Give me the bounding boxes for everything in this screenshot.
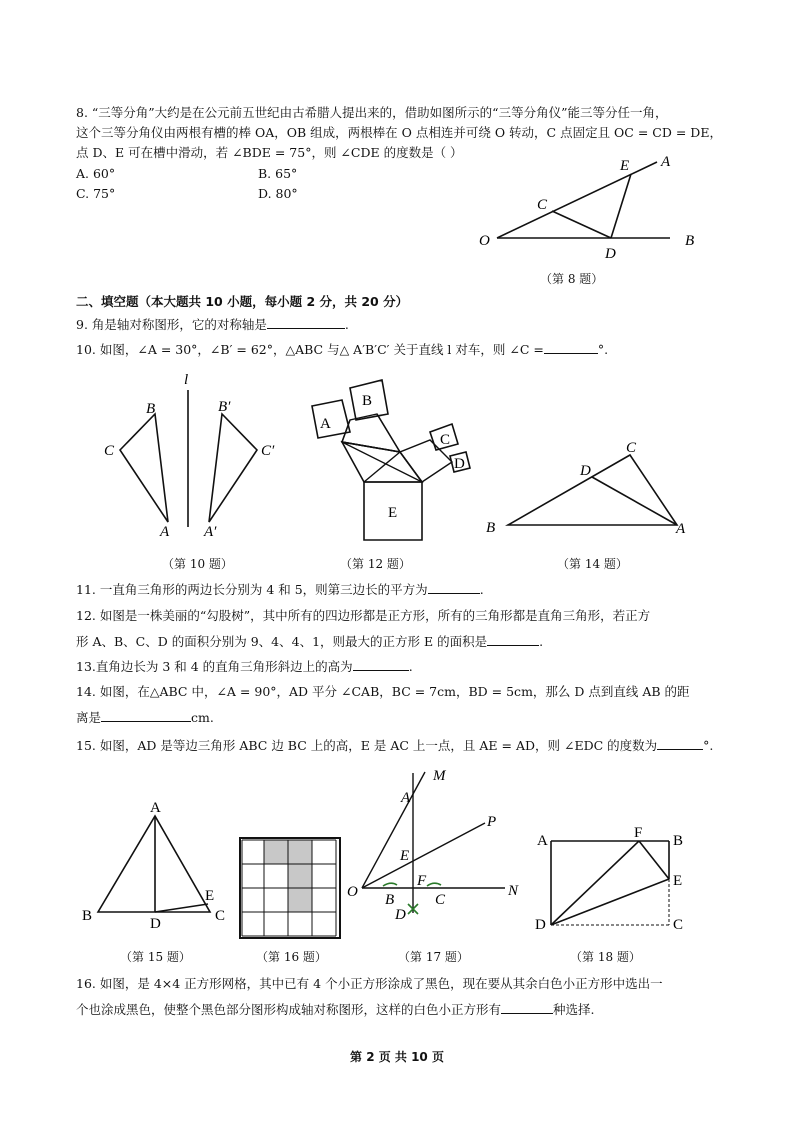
q9-end: . [344,317,349,332]
q8-line-3: 点 D、E 可在槽中滑动，若 ∠BDE = 75°，则 ∠CDE 的度数是（ ） [76,145,463,160]
q16-shaded-cell [264,840,288,864]
q17-label-f: F [417,873,427,889]
q15-label-c: C [215,908,226,924]
q18-label-c: C [673,917,684,933]
q10-label-c: C [104,443,115,459]
q8-option-d: D. 80° [258,186,298,201]
q18-label-a: A [537,833,548,849]
q11-end: . [479,582,484,597]
q12-line-1: 12. 如图是一株美丽的“勾股树”，其中所有的四边形都是正方形，所有的三角形都是直角三角形，若正方 [76,608,651,623]
q10-label-c-prime: C′ [261,443,275,459]
q15-label-a: A [150,800,161,816]
q8-line-1: 8. “三等分角”大约是在公元前五世纪由古希腊人提出来的，借助如图所示的“三等分角仪”能三等分任一角， [76,105,668,120]
q16-shaded-cell [288,888,312,912]
q15-answer-blank[interactable] [657,737,703,750]
q10-line [76,341,608,358]
q14-figure [480,435,700,545]
q12-answer-blank[interactable] [487,633,539,646]
q10-label-a: A [160,524,170,540]
q13-line [76,658,413,675]
q16-shaded-cell [288,864,312,888]
q14-text: 离是 [76,710,102,725]
q14-label-c: C [626,440,637,456]
q16-line-1: 16. 如图，是 4×4 正方形网格，其中已有 4 个小正方形涂成了黑色，现在要从其余白色小正方形中选出一 [76,976,663,991]
q14-answer-blank[interactable] [101,709,191,722]
q12-caption: （第 12 题） [340,557,411,571]
q15-figure [80,800,240,935]
q8-option-b: B. 65° [258,166,298,181]
q10-label-l: l [184,372,189,388]
q14-line-2 [76,709,214,726]
q15-text: 15. 如图，AD 是等边三角形 ABC 边 BC 上的高，E 是 AC 上一点，且 AE = AD，则 ∠EDC 的度数为 [76,738,658,753]
q8-option-a: A. 60° [76,166,116,181]
q14-label-d: D [580,463,591,479]
q16-grid-figure [240,838,350,948]
q10-end: °. [597,342,609,357]
q8-figure [475,150,715,260]
q8-label-a: A [661,154,671,170]
q14-end: cm. [191,710,214,725]
q12-label-b: B [362,393,373,409]
section-2-title: 二、填空题（本大题共 10 小题，每小题 2 分，共 20 分） [76,294,409,309]
q16-shaded-cell [288,840,312,864]
q12-text: 形 A、B、C、D 的面积分别为 9、4、4、1，则最大的正方形 E 的面积是 [76,634,488,649]
q12-label-e: E [388,505,398,521]
q14-label-b: B [486,520,496,536]
q17-label-d: D [395,907,406,923]
q10-label-a-prime: A′ [204,524,217,540]
q8-label-b: B [685,233,695,249]
q18-label-e: E [673,873,683,889]
q17-figure [345,768,525,938]
q18-caption: （第 18 题） [570,950,641,964]
q15-label-d: D [150,916,161,932]
q8-line-2: 这个三等分角仪由两根有槽的棒 OA，OB 组成，两根棒在 O 点相连并可绕 O 转动，C 点固定且 OC = CD = DE， [76,125,722,140]
q12-label-c: C [440,432,451,448]
q8-label-d: D [605,246,616,262]
q9-line [76,316,349,333]
q9-answer-blank[interactable] [267,316,345,329]
q12-label-a: A [320,416,331,432]
q10-label-b: B [146,401,156,417]
q12-label-d: D [454,456,465,472]
q16-text: 个也涂成黑色，使整个黑色部分图形构成轴对称图形，这样的白色小正方形有 [76,1002,502,1017]
q17-caption: （第 17 题） [398,950,469,964]
q15-end: °. [703,738,714,753]
q17-label-n: N [508,883,519,899]
q11-answer-blank[interactable] [428,581,480,594]
q10-answer-blank[interactable] [544,341,598,354]
q15-caption: （第 15 题） [120,950,191,964]
q16-line-2 [76,1001,595,1018]
q15-label-e: E [205,888,215,904]
q13-end: . [408,659,413,674]
q8-label-e: E [620,158,630,174]
q18-label-b: B [673,833,684,849]
q12-end: . [539,634,544,649]
q17-label-e: E [400,848,410,864]
q8-label-c: C [537,197,548,213]
q10-caption: （第 10 题） [162,557,233,571]
q10-label-b-prime: B′ [218,399,231,415]
q10-text: 10. 如图，∠A = 30°，∠B′ = 62°，△ABC 与△ A′B′C′ 关于直线 l 对车，则 ∠C = [76,342,544,357]
q16-end: 种选择. [553,1002,595,1017]
q12-figure [302,372,492,542]
q17-label-a: A [401,790,411,806]
q15-line [76,737,713,754]
q18-label-f: F [634,825,643,841]
q11-text: 11. 一直角三角形的两边长分别为 4 和 5，则第三边长的平方为 [76,582,428,597]
q14-line-1: 14. 如图，在△ABC 中，∠A = 90°，AD 平分 ∠CAB，BC = 7cm，BD = 5cm，那么 D 点到直线 AB 的距 [76,684,690,699]
q13-text: 13.直角边长为 3 和 4 的直角三角形斜边上的高为 [76,659,353,674]
q9-text: 9. 角是轴对称图形，它的对称轴是 [76,317,267,332]
page-footer: 第 2 页 共 10 页 [350,1050,444,1064]
q17-label-b: B [385,892,395,908]
q16-answer-blank[interactable] [501,1001,553,1014]
q11-line [76,581,484,598]
q14-label-a: A [676,521,686,537]
q13-answer-blank[interactable] [353,658,409,671]
q17-label-o: O [347,884,358,900]
q17-label-p: P [487,814,497,830]
q17-label-m: M [433,768,446,784]
q10-figure [100,372,300,552]
q12-line-2 [76,633,543,650]
q8-option-c: C. 75° [76,186,116,201]
q16-caption: （第 16 题） [256,950,327,964]
q14-caption: （第 14 题） [557,557,628,571]
q8-label-o: O [479,233,490,249]
q17-label-c: C [435,892,446,908]
q8-caption: （第 8 题） [540,272,604,286]
q18-figure [533,825,703,945]
q15-label-b: B [82,908,93,924]
q18-label-d: D [535,917,546,933]
